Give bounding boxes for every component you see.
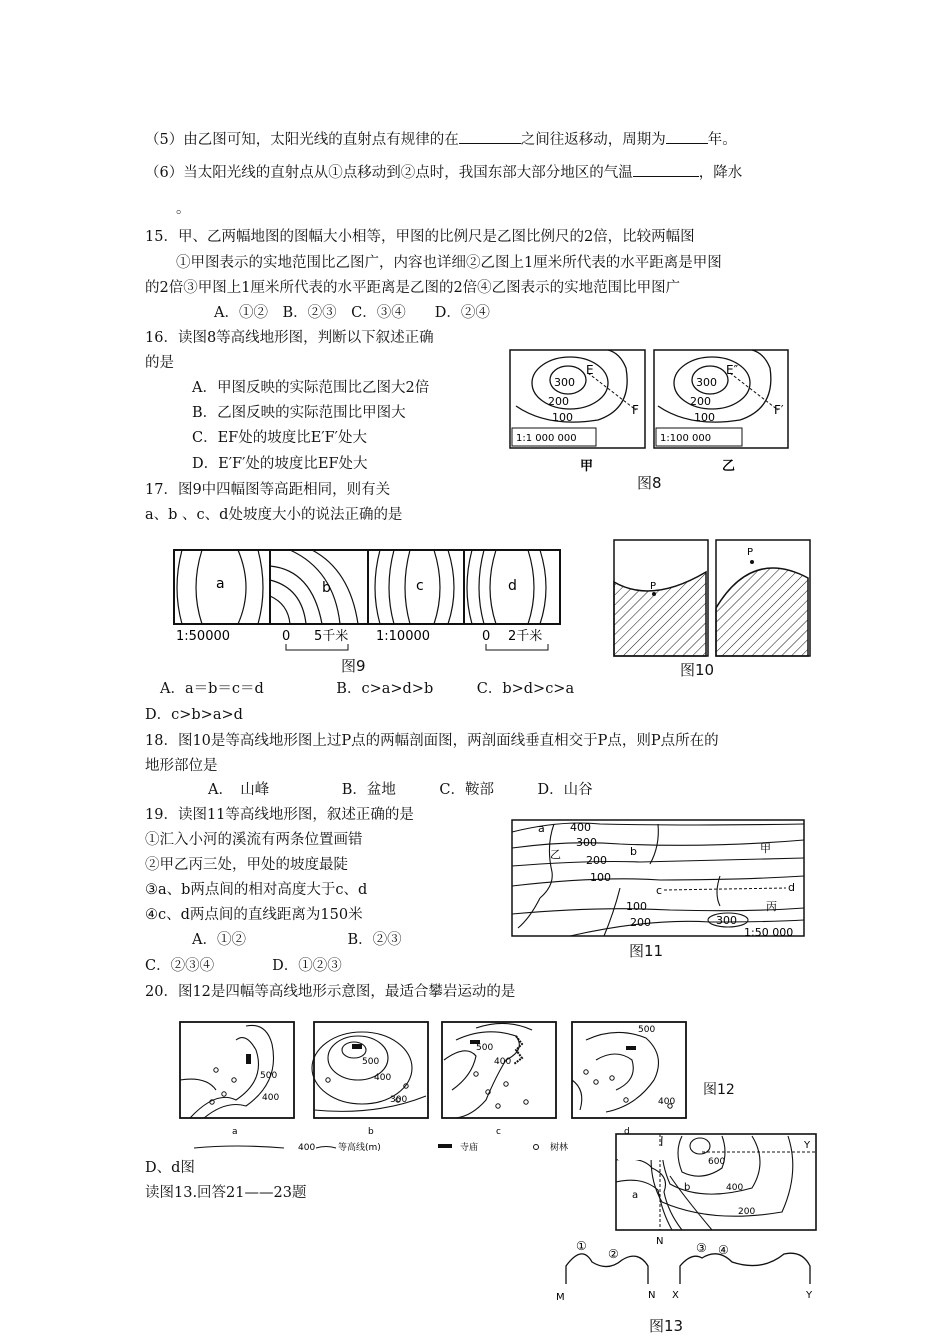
fig9-scale4: 2千米 — [508, 629, 543, 644]
fig12-d-temple-icon — [626, 1046, 636, 1050]
fig13-m: M — [556, 1292, 565, 1303]
fig8-right-label: 乙 — [722, 459, 736, 474]
fig8-left-label: 甲 — [580, 459, 594, 474]
fig8-left-200: 200 — [548, 395, 569, 408]
q17-option-d: D．c>b>a>d — [145, 707, 243, 723]
fig13-y: Y — [804, 1140, 811, 1151]
fig12-b-400: 400 — [374, 1073, 392, 1083]
q17-stem2: a、b 、c、d处坡度大小的说法正确的是 — [145, 507, 403, 523]
q6-line — [145, 162, 742, 182]
fig9-scale4-zero: 0 — [482, 629, 491, 644]
fig12-b-500: 500 — [362, 1057, 380, 1067]
fig9-label-b: b — [322, 580, 331, 596]
q5-blank-2[interactable] — [666, 129, 708, 144]
fig12-legend-forest: 树林 — [550, 1143, 569, 1153]
fig11-200b: 200 — [630, 916, 651, 929]
fig12-d-400: 400 — [658, 1097, 676, 1107]
q18-stem1: 18．图10是等高线地形图上过P点的两幅剖面图，两剖面线垂直相交于P点，则P点所在的 — [145, 733, 719, 749]
fig12-b-300: 300 — [390, 1095, 408, 1105]
q17-stem1: 17．图9中四幅图等高距相同，则有关 — [145, 482, 391, 498]
fig8-left-scale: 1:1 000 000 — [516, 433, 577, 444]
q19-options-cd: C．②③④ D．①②③ — [145, 958, 342, 974]
fig8-right-e: E″ — [726, 363, 739, 377]
fig13-profile-xy — [672, 1241, 813, 1301]
fig13-400: 400 — [726, 1183, 744, 1193]
fig12-c-500: 500 — [476, 1043, 494, 1053]
q5-blank-1[interactable] — [459, 129, 521, 144]
q21-intro: 读图13.回答21——23题 — [145, 1185, 307, 1201]
q15-line3: 的2倍③甲图上1厘米所代表的水平距离是乙图的2倍④乙图表示的实地范围比甲图广 — [145, 280, 681, 296]
fig8-left-e: E — [586, 363, 594, 377]
q6-end: 。 — [176, 201, 191, 217]
q16-stem1: 16．读图8等高线地形图，判断以下叙述正确 — [145, 330, 434, 346]
figure-9 — [172, 548, 564, 652]
q17-options: A．a＝b＝c＝d B．c>a>d>b C．b>d>c>a — [160, 681, 575, 697]
fig11-300: 300 — [576, 836, 597, 849]
fig13-b: b — [684, 1182, 691, 1193]
fig8-right-map — [654, 350, 788, 474]
fig12-legend-temple-icon — [438, 1144, 452, 1148]
q15-line2: ①甲图表示的实地范围比乙图广，内容也详细②乙图上1厘米所代表的水平距离是甲图 — [176, 255, 722, 271]
fig13-y2: Y — [806, 1290, 813, 1301]
q19-statement-4: ④c、d两点间的直线距离为150米 — [145, 907, 363, 923]
fig12-caption: 图12 — [703, 1082, 735, 1098]
q6-text-b: ，降水 — [698, 165, 743, 181]
fig12-label-b: b — [368, 1127, 374, 1137]
fig11-c: c — [656, 884, 663, 897]
fig9-label-c: c — [416, 578, 424, 594]
q16-stem2: 的是 — [145, 355, 174, 371]
fig11-100b: 100 — [626, 900, 647, 913]
q5-text-c: 年。 — [707, 132, 737, 148]
fig13-mark-2: ② — [608, 1247, 619, 1261]
fig13-mark-1: ① — [576, 1239, 587, 1253]
q5-line — [145, 129, 737, 149]
fig12-b-temple-icon — [352, 1044, 362, 1049]
fig11-jia: 甲 — [760, 842, 771, 855]
fig11-caption: 图11 — [629, 942, 664, 960]
fig13-n: N — [656, 1236, 664, 1247]
fig13-200: 200 — [738, 1207, 756, 1217]
q16-option-c: C．EF处的坡度比E′F′处大 — [192, 430, 367, 446]
q19-stem: 19．读图11等高线地形图，叙述正确的是 — [145, 807, 414, 823]
q15-options: A．①② B．②③ C．③④ D．②④ — [214, 305, 490, 321]
figure-10 — [612, 538, 812, 658]
fig9-label-d: d — [508, 578, 517, 594]
fig8-right-f: F′ — [774, 403, 784, 417]
fig11-100: 100 — [590, 871, 611, 884]
fig12-a-temple-icon — [246, 1054, 251, 1064]
fig13-a: a — [632, 1190, 639, 1201]
fig11-a: a — [538, 822, 545, 835]
fig10-left-p: P — [650, 581, 657, 592]
fig9-scale1: 1:50000 — [176, 629, 231, 644]
q19-statement-1: ①汇入小河的溪流有两条位置画错 — [145, 832, 363, 848]
q19-statement-3: ③a、b两点间的相对高度大于c、d — [145, 882, 368, 898]
fig12-label-c: c — [496, 1127, 501, 1137]
q15-stem: 15．甲、乙两幅地图的图幅大小相等，甲图的比例尺是乙图比例尺的2倍，比较两幅图 — [145, 229, 695, 245]
fig13-x: X — [672, 1290, 679, 1301]
q6-text-a: （6）当太阳光线的直射点从①点移动到②点时，我国东部大部分地区的气温 — [145, 165, 633, 181]
fig9-scale2: 5千米 — [314, 629, 349, 644]
fig12-a-400: 400 — [262, 1093, 280, 1103]
fig8-right-200: 200 — [690, 395, 711, 408]
fig12-label-d: d — [624, 1127, 630, 1137]
fig12-legend-forest-icon — [534, 1145, 539, 1150]
fig13-caption: 图13 — [649, 1317, 684, 1335]
fig13-mark-4: ④ — [718, 1243, 729, 1257]
fig13-600: 600 — [708, 1157, 726, 1167]
q20-answer: D、d图 — [145, 1160, 195, 1176]
fig9-scale3: 1:10000 — [376, 629, 431, 644]
figure-11 — [510, 818, 808, 938]
fig10-caption: 图10 — [680, 661, 715, 679]
q5-text-b: 之间往返移动，周期为 — [520, 132, 666, 148]
q16-option-d: D．E′F′处的坡度比EF处大 — [192, 456, 368, 472]
fig11-yi: 乙 — [550, 848, 561, 861]
fig12-a-500: 500 — [260, 1071, 278, 1081]
fig10-right-p: P — [747, 547, 754, 558]
fig11-bing: 丙 — [766, 900, 777, 913]
q19-statement-2: ②甲乙丙三处，甲处的坡度最陡 — [145, 857, 348, 873]
fig12-d-500: 500 — [638, 1025, 656, 1035]
fig8-left-300: 300 — [554, 376, 575, 389]
fig9-scale2-zero: 0 — [282, 629, 291, 644]
fig8-right-100: 100 — [694, 411, 715, 424]
fig12-legend-temple: 寺庙 — [460, 1143, 479, 1153]
q18-options: A． 山峰 B．盆地 C．鞍部 D．山谷 — [208, 782, 593, 798]
fig9-label-a: a — [216, 576, 225, 592]
fig8-caption: 图8 — [637, 474, 662, 492]
figure-13 — [552, 1132, 822, 1332]
fig11-400: 400 — [570, 821, 591, 834]
fig9-caption: 图9 — [341, 657, 366, 675]
q18-stem2: 地形部位是 — [145, 758, 218, 774]
q5-text-a: （5）由乙图可知，太阳光线的直射点有规律的在 — [145, 132, 459, 148]
fig8-right-300: 300 — [696, 376, 717, 389]
fig11-b: b — [630, 845, 637, 858]
fig8-right-scale: 1:100 000 — [660, 433, 712, 444]
fig11-300b: 300 — [716, 914, 737, 927]
fig11-scale: 1:50 000 — [744, 926, 794, 938]
fig11-200: 200 — [586, 854, 607, 867]
fig12-legend-400: 400 — [298, 1143, 316, 1153]
q19-options-ab: A．①② B．②③ — [192, 932, 402, 948]
fig12-legend-contour: 等高线(m) — [338, 1143, 381, 1153]
fig13-n2: N — [648, 1290, 656, 1301]
fig12-c-400: 400 — [494, 1057, 512, 1067]
q16-option-b: B．乙图反映的实际范围比甲图大 — [192, 405, 406, 421]
q6-blank-1[interactable] — [633, 162, 699, 177]
q16-option-a: A．甲图反映的实际范围比乙图大2倍 — [192, 380, 430, 396]
fig13-mark-3: ③ — [696, 1241, 707, 1255]
fig8-left-f: F — [632, 403, 639, 417]
fig8-left-map — [510, 350, 645, 474]
q20-stem: 20．图12是四幅等高线地形示意图，最适合攀岩运动的是 — [145, 984, 516, 1000]
fig13-profile-mn — [556, 1239, 655, 1303]
fig8-left-100: 100 — [552, 411, 573, 424]
fig11-d: d — [788, 881, 795, 894]
fig12-label-a: a — [232, 1127, 238, 1137]
figure-8 — [508, 348, 798, 488]
